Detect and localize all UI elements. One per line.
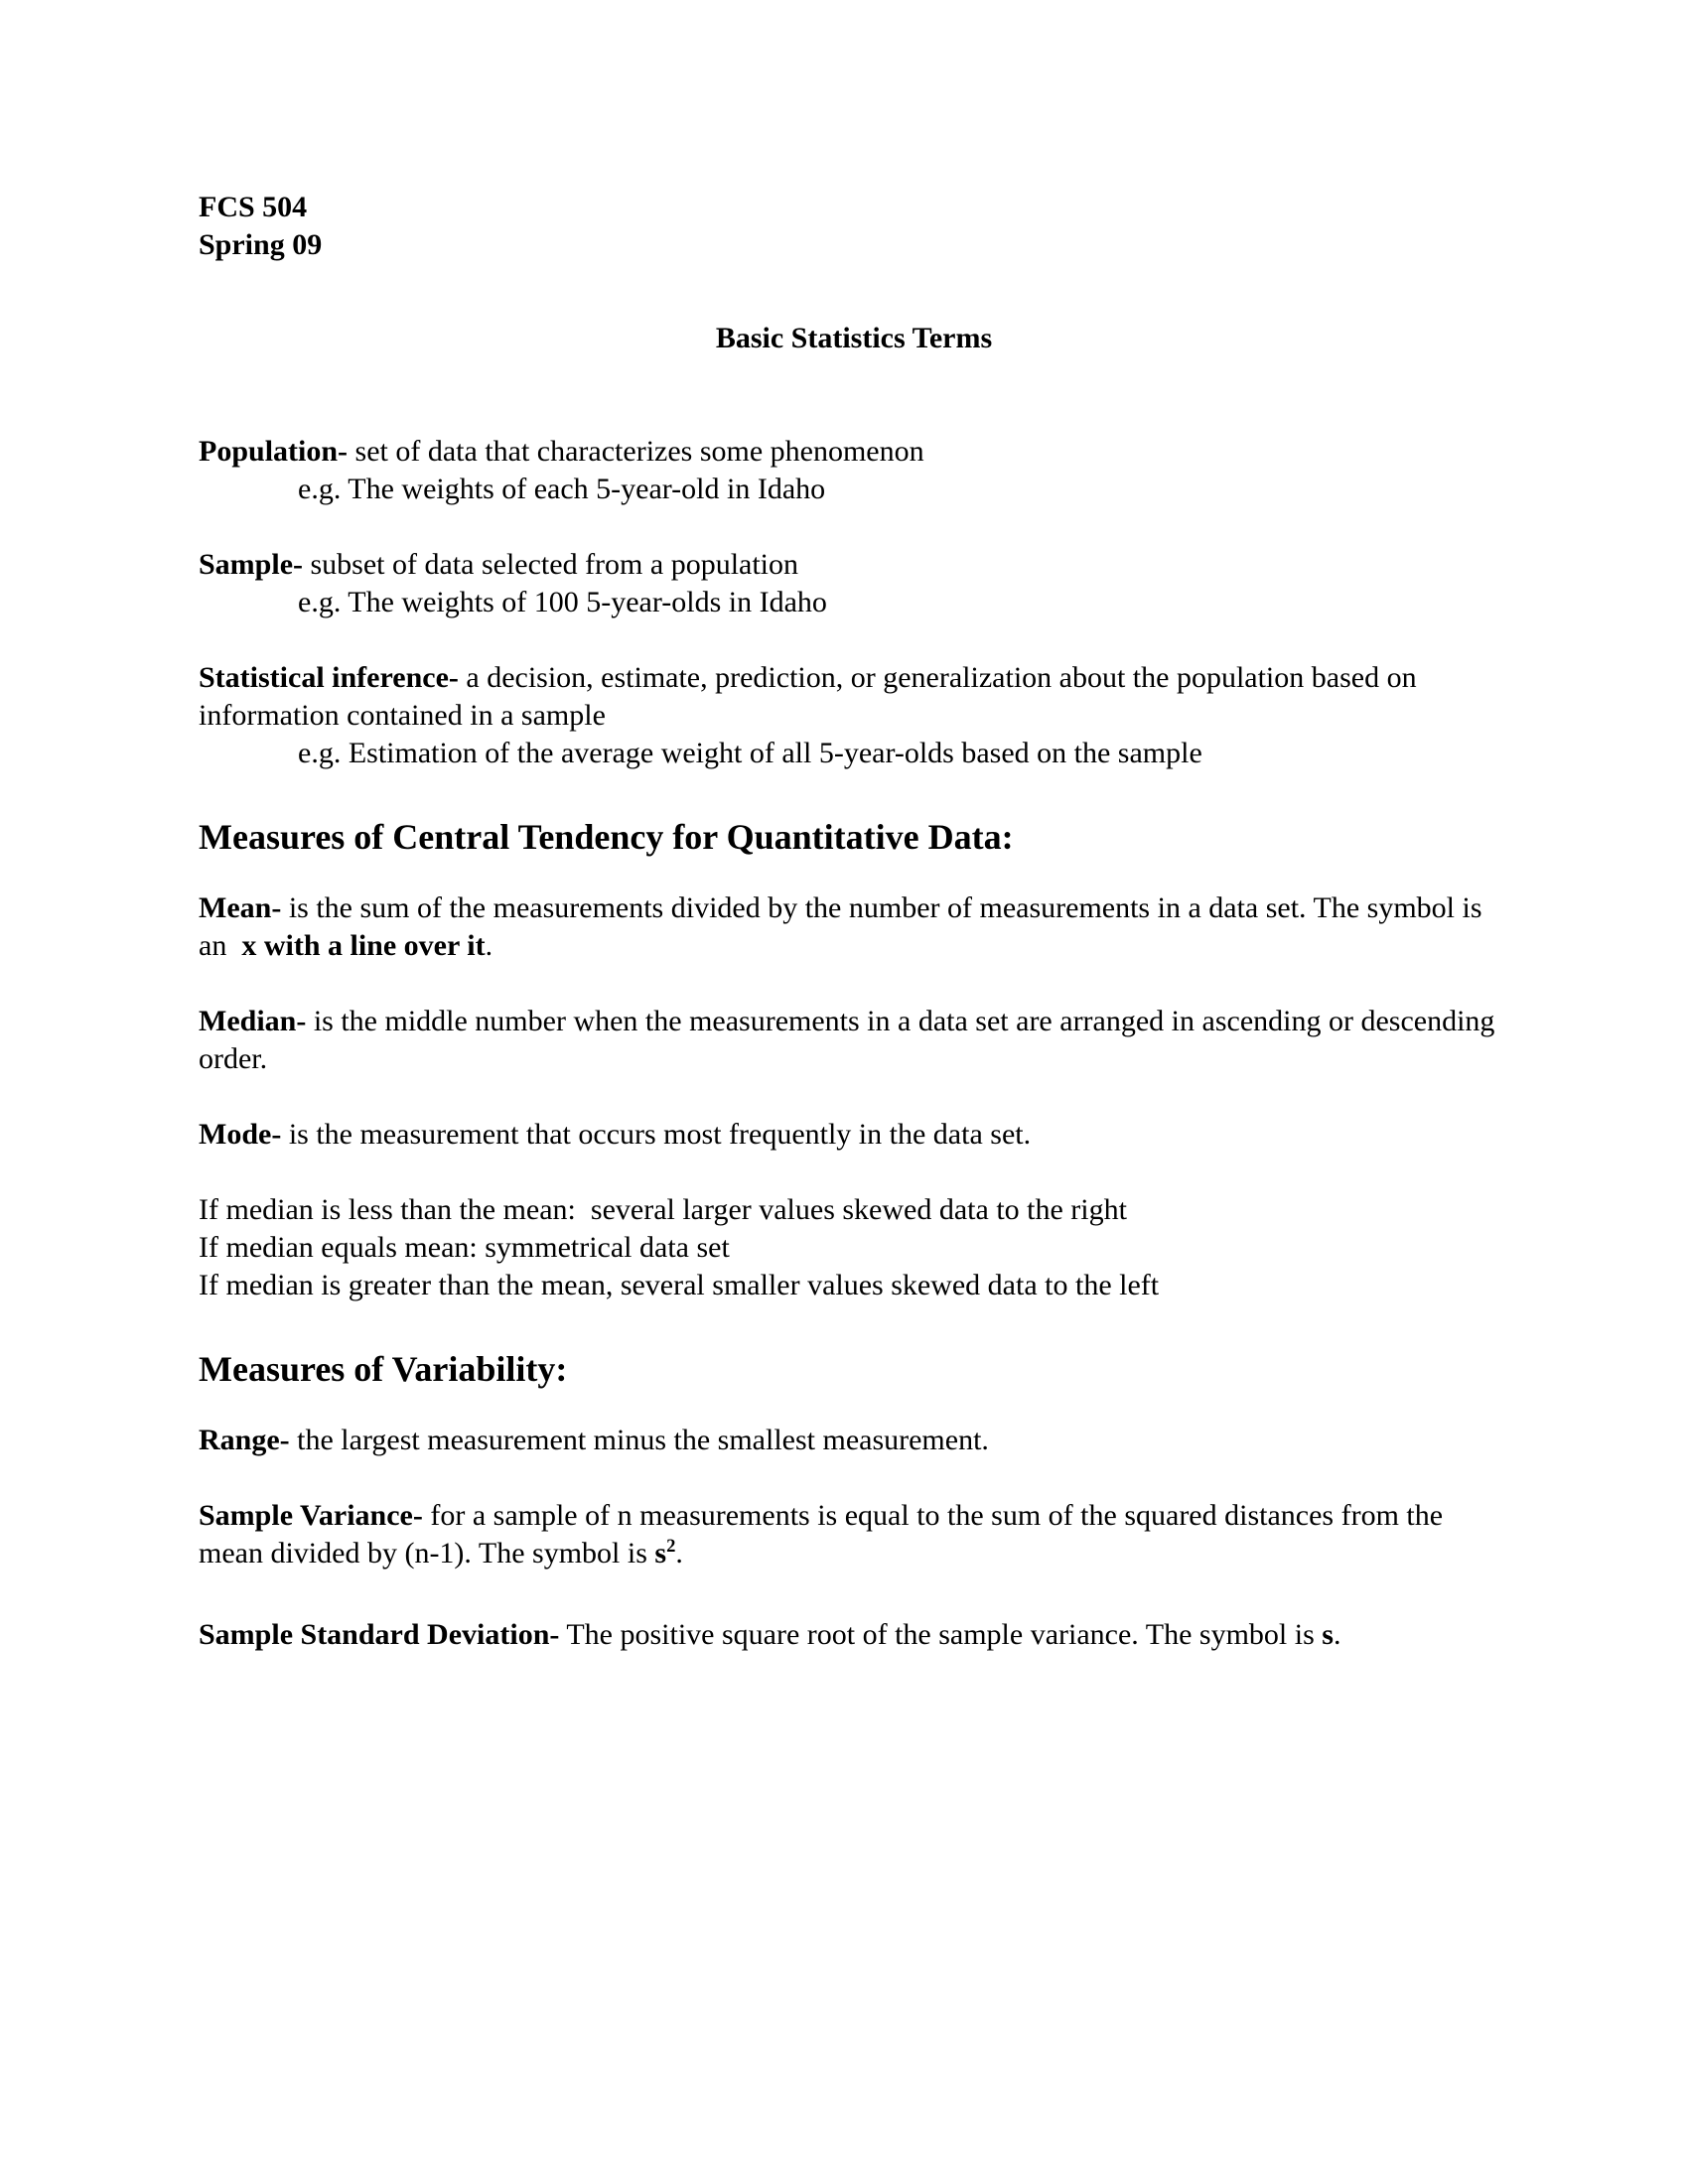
note-skew-right: If median is less than the mean: several larger values skewed data to the right (199, 1193, 1127, 1226)
note-symmetrical: If median equals mean: symmetrical data set (199, 1231, 730, 1264)
term-sample-variance: Sample Variance- (199, 1499, 423, 1532)
example-statistical-inference: e.g. Estimation of the average weight of all 5-year-olds based on the sample (298, 737, 1202, 769)
sample-variance-symbol-exponent: 2 (666, 1536, 676, 1557)
heading-central-tendency: Measures of Central Tendency for Quantitative Data: (199, 817, 1014, 857)
definition-mode (199, 1116, 1509, 1154)
definition-sample-standard-deviation (199, 1616, 1509, 1654)
term-mean: Mean- (199, 891, 282, 924)
definition-sample-variance-period: . (675, 1537, 683, 1570)
sample-variance-symbol-letter: s (654, 1537, 667, 1570)
example-population: e.g. The weights of each 5-year-old in Idaho (298, 473, 826, 505)
example-sample: e.g. The weights of 100 5-year-olds in Idaho (298, 586, 827, 618)
document-title: Basic Statistics Terms (715, 322, 993, 354)
mean-symbol-phrase: x with a line over it (241, 929, 486, 962)
definition-sample-standard-deviation-period: . (1333, 1618, 1341, 1651)
term-mode: Mode- (199, 1118, 282, 1151)
definition-range-text: the largest measurement minus the smallest measurement. (289, 1424, 989, 1456)
term-range: Range- (199, 1424, 290, 1456)
definition-sample-variance (199, 1497, 1509, 1572)
sample-variance-symbol (654, 1537, 675, 1570)
definition-mode-text: is the measurement that occurs most frequently in the data set. (281, 1118, 1032, 1151)
definition-statistical-inference (199, 659, 1509, 735)
definition-sample-text: subset of data selected from a population (303, 548, 799, 581)
note-skew-left: If median is greater than the mean, several smaller values skewed data to the left (199, 1269, 1160, 1301)
term-statistical-inference: Statistical inference- (199, 661, 459, 694)
course-term: Spring 09 (199, 228, 323, 261)
document-header (199, 189, 1509, 264)
term-population: Population- (199, 435, 349, 468)
term-sample-standard-deviation: Sample Standard Deviation- (199, 1618, 560, 1651)
heading-variability: Measures of Variability: (199, 1349, 568, 1389)
definition-sample-standard-deviation-text: The positive square root of the sample variance. The symbol is (559, 1618, 1323, 1651)
definition-range (199, 1422, 1509, 1459)
median-mean-notes (199, 1191, 1509, 1304)
definition-mean-period: . (485, 929, 493, 962)
definition-median-text: is the middle number when the measurements in a data set are arranged in ascending or descending order. (199, 1005, 1502, 1075)
definition-statistical-inference-text: a decision, estimate, prediction, or generalization about the population based on information contained in a sample (199, 661, 1425, 732)
definition-sample (199, 546, 1509, 584)
course-code: FCS 504 (199, 191, 308, 223)
term-median: Median- (199, 1005, 307, 1037)
definition-population (199, 433, 1509, 471)
definition-mean (199, 889, 1509, 965)
definition-mean-text: is the sum of the measurements divided by the number of measurements in a data set. The symbol is an (199, 891, 1489, 962)
sample-standard-deviation-symbol: s (1322, 1618, 1334, 1651)
term-sample: Sample- (199, 548, 303, 581)
definition-sample-variance-text: for a sample of n measurements is equal to the sum of the squared distances from the mean divided by (n-1). The symbol is (199, 1499, 1451, 1570)
definition-median (199, 1003, 1509, 1078)
definition-population-text: set of data that characterizes some phenomenon (348, 435, 924, 468)
